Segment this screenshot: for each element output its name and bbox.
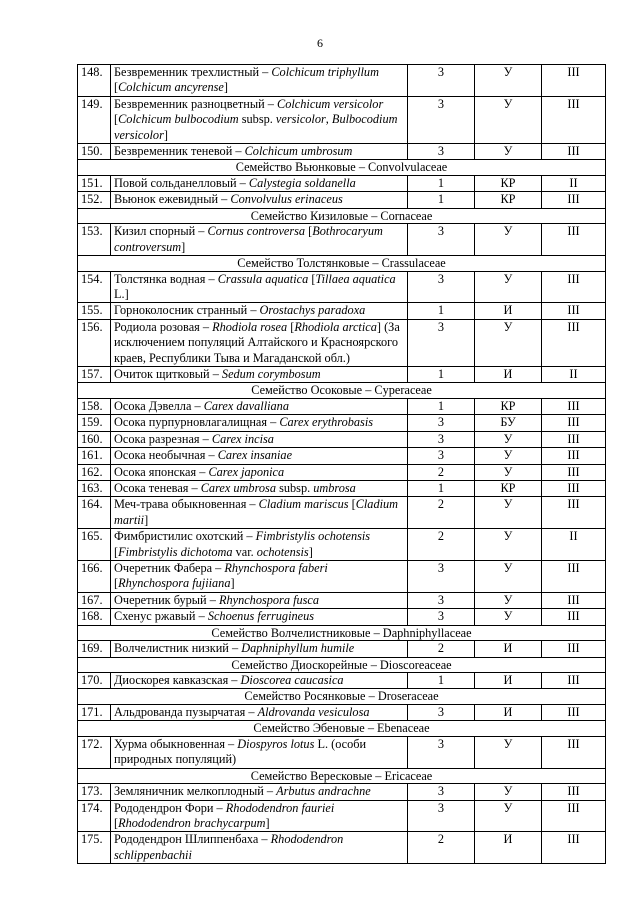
family-title: Семейство Осоковые – Cyperaceae [78,383,606,399]
species-row [78,144,606,160]
protection-level-cell: III [542,96,606,143]
species-row [78,415,606,431]
family-row [78,160,606,176]
protection-level-cell: III [542,560,606,592]
species-name: Волчелистник низкий – Daphniphyllum humile [111,641,408,657]
protection-level-cell: III [542,415,606,431]
category-cell: 2 [408,832,475,864]
protection-level-cell: III [542,736,606,768]
species-name: Горноколосник странный – Orostachys paradoxa [111,303,408,319]
row-number: 156. [78,319,111,366]
species-row [78,65,606,97]
family-title: Семейство Кизиловые – Cornaceae [78,208,606,224]
status-cell: У [475,319,542,366]
species-name: Вьюнок ежевидный – Convolvulus erinaceus [111,192,408,208]
species-row [78,736,606,768]
status-cell: У [475,144,542,160]
species-name: Осока пурпурновлагалищная – Carex erythrobasis [111,415,408,431]
category-cell: 3 [408,144,475,160]
species-name: Альдрованда пузырчатая – Aldrovanda vesiculosa [111,704,408,720]
species-name: Осока Дэвелла – Carex davalliana [111,398,408,414]
row-number: 152. [78,192,111,208]
family-row [78,721,606,737]
row-number: 155. [78,303,111,319]
status-cell: У [475,448,542,464]
species-name: Безвременник разноцветный – Colchicum versicolor [Colchicum bulbocodium subsp. versicolor, Bulbocodium versicolor] [111,96,408,143]
species-name: Толстянка водная – Crassula aquatica [Tillaea aquatica L.] [111,271,408,303]
status-cell: И [475,704,542,720]
category-cell: 1 [408,673,475,689]
protection-level-cell: II [542,175,606,191]
species-name: Безвременник теневой – Colchicum umbrosum [111,144,408,160]
species-row [78,303,606,319]
species-row [78,398,606,414]
status-cell: КР [475,480,542,496]
protection-level-cell: III [542,497,606,529]
row-number: 169. [78,641,111,657]
status-cell: У [475,224,542,256]
row-number: 172. [78,736,111,768]
row-number: 166. [78,560,111,592]
protection-level-cell: III [542,431,606,447]
category-cell: 1 [408,175,475,191]
category-cell: 3 [408,560,475,592]
status-cell: У [475,65,542,97]
family-row [78,208,606,224]
row-number: 151. [78,175,111,191]
category-cell: 1 [408,480,475,496]
species-row [78,431,606,447]
species-row [78,641,606,657]
family-title: Семейство Толстянковые – Crassulaceae [78,256,606,272]
protection-level-cell: III [542,144,606,160]
category-cell: 3 [408,448,475,464]
family-title: Семейство Волчелистниковые – Daphniphyllaceae [78,625,606,641]
status-cell: И [475,367,542,383]
status-cell: И [475,641,542,657]
row-number: 167. [78,592,111,608]
species-row [78,367,606,383]
protection-level-cell: III [542,271,606,303]
row-number: 174. [78,800,111,832]
category-cell: 3 [408,800,475,832]
category-cell: 3 [408,224,475,256]
family-title: Семейство Вересковые – Ericaceae [78,768,606,784]
species-row [78,271,606,303]
species-row [78,319,606,366]
category-cell: 1 [408,303,475,319]
species-name: Диоскорея кавказская – Dioscorea caucasica [111,673,408,689]
protection-level-cell: III [542,464,606,480]
status-cell: У [475,784,542,800]
species-row [78,464,606,480]
status-cell: И [475,303,542,319]
status-cell: КР [475,192,542,208]
species-name: Хурма обыкновенная – Diospyros lotus L. (особи природных популяций) [111,736,408,768]
status-cell: КР [475,175,542,191]
category-cell: 3 [408,704,475,720]
protection-level-cell: III [542,641,606,657]
family-row [78,689,606,705]
status-cell: У [475,464,542,480]
protection-level-cell: III [542,398,606,414]
species-row [78,560,606,592]
protection-level-cell: II [542,529,606,561]
status-cell: И [475,673,542,689]
protection-level-cell: III [542,319,606,366]
species-row [78,96,606,143]
row-number: 170. [78,673,111,689]
status-cell: КР [475,398,542,414]
family-row [78,383,606,399]
family-title: Семейство Вьюнковые – Convolvulaceae [78,160,606,176]
row-number: 160. [78,431,111,447]
status-cell: У [475,497,542,529]
protection-level-cell: III [542,832,606,864]
row-number: 149. [78,96,111,143]
row-number: 150. [78,144,111,160]
status-cell: У [475,736,542,768]
protection-level-cell: III [542,448,606,464]
status-cell: У [475,96,542,143]
row-number: 163. [78,480,111,496]
species-name: Осока необычная – Carex insaniae [111,448,408,464]
species-name: Очеретник Фабера – Rhynchospora faberi [Rhynchospora fujiiana] [111,560,408,592]
species-row [78,529,606,561]
category-cell: 3 [408,592,475,608]
species-name: Рододендрон Фори – Rhododendron fauriei [Rhododendron brachycarpum] [111,800,408,832]
protection-level-cell: III [542,673,606,689]
species-name: Очеретник бурый – Rhynchospora fusca [111,592,408,608]
category-cell: 3 [408,736,475,768]
category-cell: 3 [408,431,475,447]
species-row [78,497,606,529]
status-cell: У [475,609,542,625]
species-row [78,592,606,608]
protection-level-cell: III [542,592,606,608]
species-row [78,175,606,191]
category-cell: 1 [408,398,475,414]
row-number: 148. [78,65,111,97]
species-row [78,448,606,464]
status-cell: У [475,271,542,303]
category-cell: 3 [408,415,475,431]
row-number: 165. [78,529,111,561]
species-name: Земляничник мелкоплодный – Arbutus andrachne [111,784,408,800]
family-title: Семейство Диоскорейные – Dioscoreaceae [78,657,606,673]
status-cell: БУ [475,415,542,431]
protection-level-cell: III [542,224,606,256]
row-number: 164. [78,497,111,529]
protection-level-cell: III [542,480,606,496]
page-number: 6 [317,36,323,50]
protection-level-cell: III [542,704,606,720]
family-row [78,625,606,641]
status-cell: У [475,431,542,447]
status-cell: У [475,529,542,561]
family-row [78,768,606,784]
row-number: 153. [78,224,111,256]
category-cell: 1 [408,192,475,208]
species-name: Схенус ржавый – Schoenus ferrugineus [111,609,408,625]
species-name: Безвременник трехлистный – Colchicum triphyllum [Colchicum ancyrense] [111,65,408,97]
category-cell: 3 [408,609,475,625]
family-title: Семейство Эбеновые – Ebenaceae [78,721,606,737]
species-row [78,192,606,208]
category-cell: 3 [408,271,475,303]
row-number: 173. [78,784,111,800]
protection-level-cell: III [542,800,606,832]
row-number: 175. [78,832,111,864]
protection-level-cell: III [542,303,606,319]
category-cell: 2 [408,641,475,657]
family-row [78,256,606,272]
species-name: Очиток щитковый – Sedum corymbosum [111,367,408,383]
status-cell: И [475,832,542,864]
species-row [78,480,606,496]
family-title: Семейство Росянковые – Droseraceae [78,689,606,705]
row-number: 154. [78,271,111,303]
category-cell: 2 [408,529,475,561]
protection-level-cell: III [542,192,606,208]
species-table [77,64,606,864]
species-row [78,673,606,689]
species-row [78,784,606,800]
category-cell: 1 [408,367,475,383]
category-cell: 3 [408,96,475,143]
category-cell: 3 [408,784,475,800]
category-cell: 2 [408,497,475,529]
species-row [78,704,606,720]
species-name: Фимбристилис охотский – Fimbristylis ochotensis [Fimbristylis dichotoma var. ochotensis] [111,529,408,561]
protection-level-cell: III [542,784,606,800]
row-number: 168. [78,609,111,625]
row-number: 159. [78,415,111,431]
species-name: Осока японская – Carex japonica [111,464,408,480]
protection-level-cell: III [542,65,606,97]
species-name: Родиола розовая – Rhodiola rosea [Rhodiola arctica] (За исключением популяций Алтайского и Красноярского краев, Республики Тыва и Магаданской обл.) [111,319,408,366]
species-row [78,609,606,625]
species-name: Осока теневая – Carex umbrosa subsp. umbrosa [111,480,408,496]
category-cell: 2 [408,464,475,480]
species-name: Кизил спорный – Cornus controversa [Bothrocaryum controversum] [111,224,408,256]
species-name: Рододендрон Шлиппенбаха – Rhododendron schlippenbachii [111,832,408,864]
protection-level-cell: II [542,367,606,383]
row-number: 157. [78,367,111,383]
row-number: 162. [78,464,111,480]
row-number: 161. [78,448,111,464]
species-row [78,832,606,864]
species-name: Повой сольданелловый – Calystegia soldanella [111,175,408,191]
row-number: 171. [78,704,111,720]
status-cell: У [475,800,542,832]
species-name: Меч-трава обыкновенная – Cladium mariscus [Cladium martii] [111,497,408,529]
status-cell: У [475,592,542,608]
protection-level-cell: III [542,609,606,625]
category-cell: 3 [408,65,475,97]
category-cell: 3 [408,319,475,366]
status-cell: У [475,560,542,592]
species-row [78,224,606,256]
family-row [78,657,606,673]
row-number: 158. [78,398,111,414]
species-row [78,800,606,832]
species-name: Осока разрезная – Carex incisa [111,431,408,447]
